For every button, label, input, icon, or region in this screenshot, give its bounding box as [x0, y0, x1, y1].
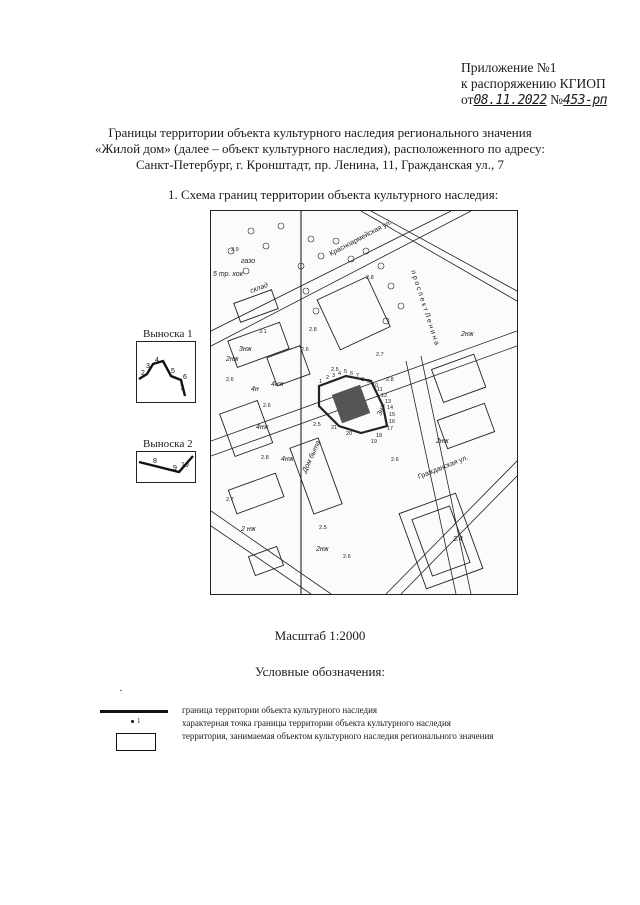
- building-label: склад: [249, 281, 270, 295]
- callout-1-point: 3: [146, 363, 150, 370]
- object-hatch: [332, 385, 370, 423]
- appendix-number: Приложение №1: [461, 60, 557, 75]
- boundary-point-label: 18: [376, 433, 383, 439]
- building-label: 4нж: [256, 424, 269, 431]
- building-label: 3нж: [376, 402, 388, 417]
- building-label: 4нж: [271, 381, 284, 388]
- building-label: 3.4: [453, 536, 463, 543]
- building-label: 2нж: [461, 331, 474, 338]
- elevation-mark: 3.1: [259, 329, 267, 335]
- boundary-point-label: 1: [319, 379, 323, 385]
- appendix-order-ref: к распоряжению КГИОП: [461, 76, 606, 91]
- elevation-mark: 2.5: [319, 525, 327, 531]
- boundary-point-label: 12: [381, 393, 388, 399]
- boundary-point-label: 17: [387, 426, 394, 432]
- elevation-mark: 2.6: [301, 347, 309, 353]
- handwritten-number: 453-рп: [563, 93, 607, 108]
- date-prefix: от: [461, 92, 474, 107]
- callout-1-label: Выноска 1: [143, 328, 193, 340]
- elevation-mark: 2.6: [226, 377, 234, 383]
- boundary-point-label: 4: [338, 371, 342, 377]
- document-title: [60, 125, 580, 173]
- elevation-mark: 2.6: [343, 554, 351, 560]
- scan-speck: [120, 690, 122, 691]
- park-dots: [228, 223, 404, 324]
- callout-1-point: 5: [171, 368, 175, 375]
- callout-1-box: [136, 341, 196, 403]
- elevation-mark: 2.6: [263, 403, 271, 409]
- boundary-point-label: 9: [367, 379, 371, 385]
- callout-2-point: 9: [173, 465, 177, 472]
- boundary-point-label: 8: [361, 377, 365, 383]
- boundary-point-label: 3: [332, 373, 336, 379]
- boundary-point-label: 20: [346, 431, 353, 437]
- boundary-map: [210, 210, 518, 595]
- building-label: 4нж: [281, 456, 294, 463]
- building-label: 2нж: [226, 356, 239, 363]
- boundary-point-label: 16: [389, 419, 396, 425]
- boundary-point-label: 11: [377, 387, 383, 393]
- elevation-mark: 2.6: [391, 457, 399, 463]
- callout-2-label: Выноска 2: [143, 438, 193, 450]
- map-drawing: [211, 211, 517, 594]
- legend-territory-symbol: [116, 733, 156, 751]
- building-label: 3нж: [239, 346, 252, 353]
- number-prefix: №: [550, 92, 564, 107]
- appendix-header: [461, 60, 607, 109]
- boundary-point-label: 5: [344, 369, 348, 375]
- legend-point-symbol: [131, 717, 141, 725]
- legend-title: Условные обозначения:: [254, 664, 386, 679]
- building-label: 4н: [251, 386, 259, 393]
- building-label: 2нж: [316, 546, 329, 553]
- street-label-grazhdanskaya: Гражданская ул.: [417, 454, 470, 481]
- boundary-point-label: 15: [389, 412, 396, 418]
- callout-2-box: [136, 451, 196, 483]
- boundary-point-label: 21: [331, 425, 338, 431]
- elevation-mark: 2.9: [231, 247, 239, 253]
- boundary-point-label: 10: [372, 383, 379, 389]
- title-line-1: Границы территории объекта культурного наследия регионального значения: [108, 125, 532, 140]
- boundary-point-label: 14: [387, 405, 394, 411]
- title-line-3: Санкт-Петербург, г. Кронштадт, пр. Ленина, 11, Гражданская ул., 7: [135, 157, 505, 172]
- street-label-krasnoarmeyskaya: Красноармейская ул.: [328, 219, 394, 258]
- elevation-mark: 2.5: [331, 367, 339, 373]
- section-heading: 1. Схема границ территории объекта культурного наследия:: [168, 187, 499, 202]
- legend-point-label: 1: [137, 717, 141, 725]
- legend-territory-text: территория, занимаемая объектом культурного наследия регионального значения: [182, 731, 494, 741]
- callout-1-point: 7: [180, 385, 184, 392]
- elevation-mark: 2.5: [313, 422, 321, 428]
- appendix-date-line: [461, 92, 607, 109]
- building-label: газо: [241, 258, 256, 265]
- elevation-mark: 2.7: [226, 497, 234, 503]
- building-label: 2нж: [436, 438, 449, 445]
- legend-boundary-symbol: [100, 710, 168, 713]
- callout-1-point: 6: [183, 374, 187, 381]
- building-label: 5 тр. хок: [213, 271, 243, 278]
- elevation-mark: 2.8: [386, 377, 394, 383]
- building-label: Дом быта: [301, 439, 323, 474]
- callout-1-point: 4: [155, 357, 159, 364]
- point-dot-icon: [131, 720, 134, 723]
- legend-boundary-text: граница территории объекта культурного наследия: [182, 705, 378, 715]
- boundary-point-label: 19: [371, 439, 378, 445]
- elevation-mark: 2.8: [261, 455, 269, 461]
- boundary-point-label: 6: [350, 371, 354, 377]
- street-label-lenina: п р о с п е к т Л е н и н а: [409, 269, 440, 347]
- elevation-mark: 2.8: [366, 275, 374, 281]
- boundary-point-label: 13: [385, 399, 392, 405]
- title-line-2: «Жилой дом» (далее – объект культурного наследия), расположенного по адресу:: [95, 141, 545, 156]
- callout-1-point: 2: [141, 370, 145, 377]
- elevation-mark: 2.8: [309, 327, 317, 333]
- handwritten-date: 08.11.2022: [473, 93, 547, 108]
- building-label: 2 нж: [241, 526, 256, 533]
- legend-point-text: характерная точка границы территории объекта культурного наследия: [182, 718, 451, 728]
- callout-2-point: 8: [153, 458, 157, 465]
- elevation-mark: 2.7: [376, 352, 384, 358]
- boundary-point-label: 7: [356, 373, 360, 379]
- map-scale: Масштаб 1:2000: [274, 628, 366, 643]
- boundary-point-label: 2: [326, 375, 330, 381]
- callout-2-point: 10: [181, 462, 189, 469]
